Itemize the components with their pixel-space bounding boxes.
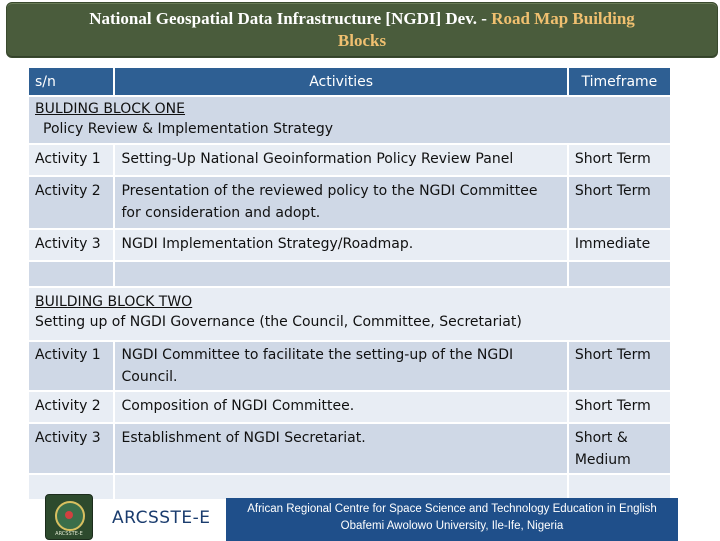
block-one-subtitle: Policy Review & Implementation Strategy bbox=[43, 121, 334, 137]
row-activity: NGDI Committee to facilitate the setting-up of the NGDI Council. bbox=[114, 341, 567, 391]
logo-caption: ARCSSTE-E bbox=[55, 531, 83, 537]
org-abbreviation: ARCSSTE-E bbox=[112, 508, 211, 528]
row-timeframe: Short Term bbox=[568, 391, 671, 423]
row-sn: Activity 1 bbox=[28, 144, 114, 176]
org-name-line-1: African Regional Centre for Space Science and Technology Education in English bbox=[247, 503, 657, 515]
row-timeframe: Short Term bbox=[568, 176, 671, 229]
table-row bbox=[28, 423, 671, 474]
row-sn: Activity 2 bbox=[28, 176, 114, 229]
block-two-subtitle: Setting up of NGDI Governance (the Council, Committee, Secretariat) bbox=[35, 314, 522, 330]
org-name-line-2: Obafemi Awolowo University, Ile-Ife, Nigeria bbox=[340, 520, 564, 532]
block-one-title: BULDING BLOCK ONE bbox=[35, 101, 186, 117]
org-name-banner bbox=[226, 498, 678, 541]
row-activity: NGDI Implementation Strategy/Roadmap. bbox=[114, 229, 567, 261]
arcsste-logo bbox=[45, 494, 93, 540]
row-activity: Composition of NGDI Committee. bbox=[114, 391, 567, 423]
table-row bbox=[28, 391, 671, 423]
header-sn: s/n bbox=[28, 67, 114, 96]
title-line-2: Blocks bbox=[337, 31, 387, 50]
title-main: National Geospatial Data Infrastructure [NGDI] Dev. - bbox=[89, 9, 492, 28]
spacer-row bbox=[28, 261, 671, 287]
title-accent: Road Map Building bbox=[491, 9, 635, 28]
row-activity: Setting-Up National Geoinformation Policy Review Panel bbox=[114, 144, 567, 176]
table-row bbox=[28, 176, 671, 229]
slide-title-bar bbox=[6, 2, 718, 58]
row-timeframe: Short & Medium bbox=[568, 423, 671, 474]
row-activity: Establishment of NGDI Secretariat. bbox=[114, 423, 567, 474]
table-header-row bbox=[28, 67, 671, 96]
logo-star-icon bbox=[65, 511, 73, 519]
block-one-heading-row bbox=[28, 96, 671, 144]
block-two-heading-row bbox=[28, 287, 671, 341]
row-sn: Activity 2 bbox=[28, 391, 114, 423]
block-two-title: BUILDING BLOCK TWO bbox=[35, 294, 193, 310]
slide-title bbox=[32, 8, 692, 52]
row-sn: Activity 3 bbox=[28, 423, 114, 474]
table-row bbox=[28, 229, 671, 261]
header-activities: Activities bbox=[114, 67, 567, 96]
roadmap-table bbox=[27, 66, 672, 501]
row-timeframe: Short Term bbox=[568, 341, 671, 391]
row-sn: Activity 3 bbox=[28, 229, 114, 261]
row-timeframe: Short Term bbox=[568, 144, 671, 176]
table-row bbox=[28, 144, 671, 176]
row-activity: Presentation of the reviewed policy to the NGDI Committee for consideration and adopt. bbox=[114, 176, 567, 229]
row-sn: Activity 1 bbox=[28, 341, 114, 391]
row-timeframe: Immediate bbox=[568, 229, 671, 261]
header-timeframe: Timeframe bbox=[568, 67, 671, 96]
table-row bbox=[28, 341, 671, 391]
footer bbox=[0, 490, 720, 540]
